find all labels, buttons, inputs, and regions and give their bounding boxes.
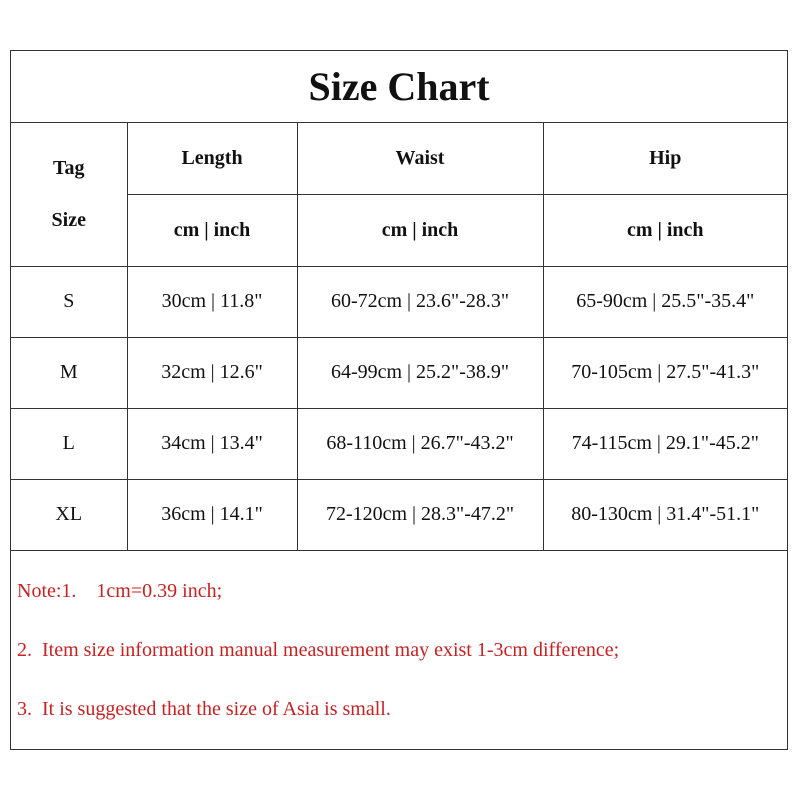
size-cell: S bbox=[11, 266, 127, 337]
length-cell: 32cm | 12.6" bbox=[127, 337, 297, 408]
waist-header: Waist bbox=[297, 123, 543, 194]
table-row bbox=[11, 479, 787, 550]
unit-row bbox=[11, 194, 787, 266]
note-conversion: Note:1. 1cm=0.39 inch; bbox=[17, 580, 223, 602]
hip-cell: 70-105cm | 27.5"-41.3" bbox=[543, 337, 787, 408]
length-header: Length bbox=[127, 123, 297, 194]
tag-size-header bbox=[11, 123, 127, 266]
waist-unit: cm | inch bbox=[297, 194, 543, 266]
waist-cell: 72-120cm | 28.3"-47.2" bbox=[297, 479, 543, 550]
hip-cell: 65-90cm | 25.5"-35.4" bbox=[543, 266, 787, 337]
waist-cell: 64-99cm | 25.2"-38.9" bbox=[297, 337, 543, 408]
size-table bbox=[11, 123, 787, 551]
size-chart-frame bbox=[10, 50, 788, 750]
size-cell: XL bbox=[11, 479, 127, 550]
hip-header: Hip bbox=[543, 123, 787, 194]
length-unit: cm | inch bbox=[127, 194, 297, 266]
tag-label: Tag bbox=[52, 157, 85, 180]
waist-cell: 60-72cm | 23.6"-28.3" bbox=[297, 266, 543, 337]
table-row bbox=[11, 266, 787, 337]
size-cell: M bbox=[11, 337, 127, 408]
note-asia-size: 3. It is suggested that the size of Asia is small. bbox=[17, 698, 391, 720]
size-label: Size bbox=[51, 209, 86, 232]
table-row bbox=[11, 408, 787, 479]
length-cell: 34cm | 13.4" bbox=[127, 408, 297, 479]
hip-cell: 80-130cm | 31.4"-51.1" bbox=[543, 479, 787, 550]
chart-title: Size Chart bbox=[11, 51, 787, 123]
size-cell: L bbox=[11, 408, 127, 479]
note-measurement: 2. Item size information manual measurement may exist 1-3cm difference; bbox=[17, 639, 620, 661]
waist-cell: 68-110cm | 26.7"-43.2" bbox=[297, 408, 543, 479]
hip-cell: 74-115cm | 29.1"-45.2" bbox=[543, 408, 787, 479]
header-row bbox=[11, 123, 787, 194]
table-row bbox=[11, 337, 787, 408]
length-cell: 36cm | 14.1" bbox=[127, 479, 297, 550]
hip-unit: cm | inch bbox=[543, 194, 787, 266]
length-cell: 30cm | 11.8" bbox=[127, 266, 297, 337]
